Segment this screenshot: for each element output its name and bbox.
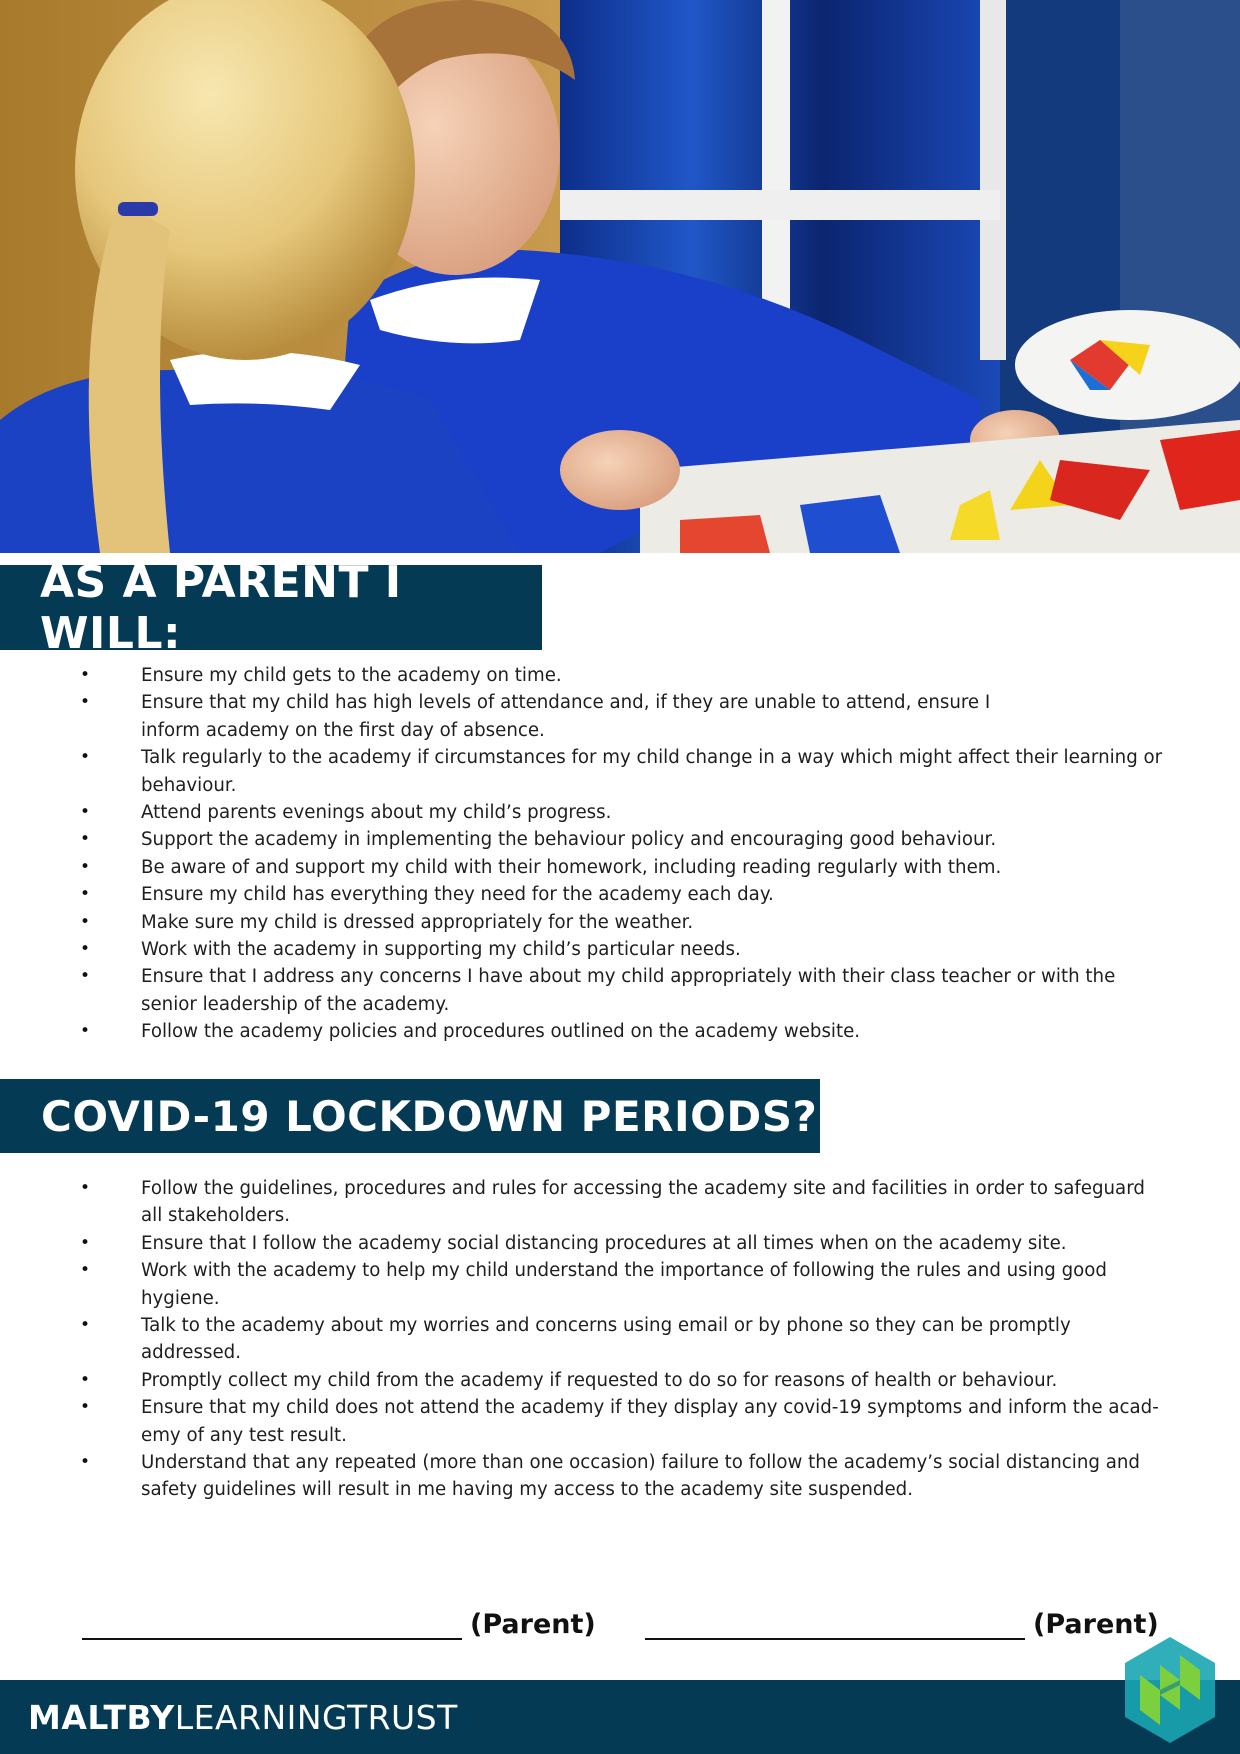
brand-wordmark <box>28 1698 458 1737</box>
list-item: • Work with the academy in supporting my child’s particular needs. <box>0 936 1240 963</box>
list-item: • Ensure that I address any concerns I have about my child appropriately with their class teacher or with the senior leadership of the academy. <box>0 963 1240 1018</box>
bullet-icon: • <box>80 1315 91 1336</box>
bullet-icon: • <box>80 911 91 932</box>
footer-bar <box>0 1680 1240 1754</box>
list-item: • Be aware of and support my child with their homework, including reading regularly with them. <box>0 854 1240 881</box>
classroom-photo-illustration <box>0 0 1240 553</box>
bullet-icon: • <box>80 966 91 987</box>
list-item: • Talk to the academy about my worries and concerns using email or by phone so they can be promptly addressed. <box>0 1312 1240 1367</box>
list-item: • Ensure my child gets to the academy on time. <box>0 662 1240 689</box>
bullet-icon: • <box>80 1178 91 1198</box>
maltby-learning-trust-logo-icon <box>1120 1635 1220 1750</box>
bullet-icon: • <box>80 1397 91 1418</box>
bullet-icon: • <box>80 939 91 960</box>
covid-pledge-list <box>0 1175 1240 1504</box>
list-item: • Make sure my child is dressed appropriately for the weather. <box>0 909 1240 936</box>
parent-signature-1[interactable] <box>82 1600 596 1640</box>
list-item: • Ensure that my child has high levels of attendance and, if they are unable to attend, ensure I inform academy on the first day of absence. <box>0 689 1240 744</box>
list-item: • Talk regularly to the academy if circumstances for my child change in a way which might affect their learning or behaviour. <box>0 744 1240 799</box>
list-item: • Follow the academy policies and procedures outlined on the academy website. <box>0 1018 1240 1045</box>
list-item: • Ensure my child has everything they need for the academy each day. <box>0 881 1240 908</box>
list-item: • Attend parents evenings about my child’s progress. <box>0 799 1240 826</box>
bullet-icon: • <box>80 856 91 877</box>
bullet-icon: • <box>80 747 91 768</box>
parent-signature-2[interactable] <box>645 1600 1159 1640</box>
bullet-icon: • <box>80 665 91 685</box>
brand-name-bold: MALTBY <box>28 1698 175 1737</box>
bullet-icon: • <box>80 1369 91 1390</box>
brand-name-thin: LEARNINGTRUST <box>174 1698 458 1737</box>
bullet-icon: • <box>80 1232 91 1253</box>
list-item: • Promptly collect my child from the academy if requested to do so for reasons of health or behaviour. <box>0 1367 1240 1394</box>
bullet-icon: • <box>80 884 91 905</box>
hero-photo <box>0 0 1240 553</box>
bullet-icon: • <box>80 1452 91 1473</box>
bullet-icon: • <box>80 1260 91 1281</box>
bullet-icon: • <box>80 692 91 713</box>
section-heading-parent-pledges: AS A PARENT I WILL: <box>0 565 542 650</box>
list-item: • Ensure that I follow the academy social distancing procedures at all times when on the academy site. <box>0 1230 1240 1257</box>
list-item: • Support the academy in implementing the behaviour policy and encouraging good behaviour. <box>0 826 1240 853</box>
signature-line[interactable] <box>645 1610 1025 1640</box>
list-item: • Understand that any repeated (more than one occasion) failure to follow the academy’s social distancing and safety guidelines will result in me having my access to the academy site suspended. <box>0 1449 1240 1504</box>
list-item: • Ensure that my child does not attend the academy if they display any covid-19 symptoms and inform the acad-emy of any test result. <box>0 1394 1240 1449</box>
signature-label: (Parent) <box>470 1609 596 1640</box>
list-item: • Follow the guidelines, procedures and rules for accessing the academy site and facilities in order to safeguard all stakeholders. <box>0 1175 1240 1230</box>
list-item: • Work with the academy to help my child understand the importance of following the rules and using good hygiene. <box>0 1257 1240 1312</box>
parent-pledge-list <box>0 662 1240 1046</box>
signature-label: (Parent) <box>1033 1609 1159 1640</box>
section-heading-covid-lockdown: COVID-19 LOCKDOWN PERIODS? <box>0 1079 820 1153</box>
bullet-icon: • <box>80 802 91 823</box>
bullet-icon: • <box>80 1021 91 1042</box>
bullet-icon: • <box>80 829 91 850</box>
signature-line[interactable] <box>82 1610 462 1640</box>
